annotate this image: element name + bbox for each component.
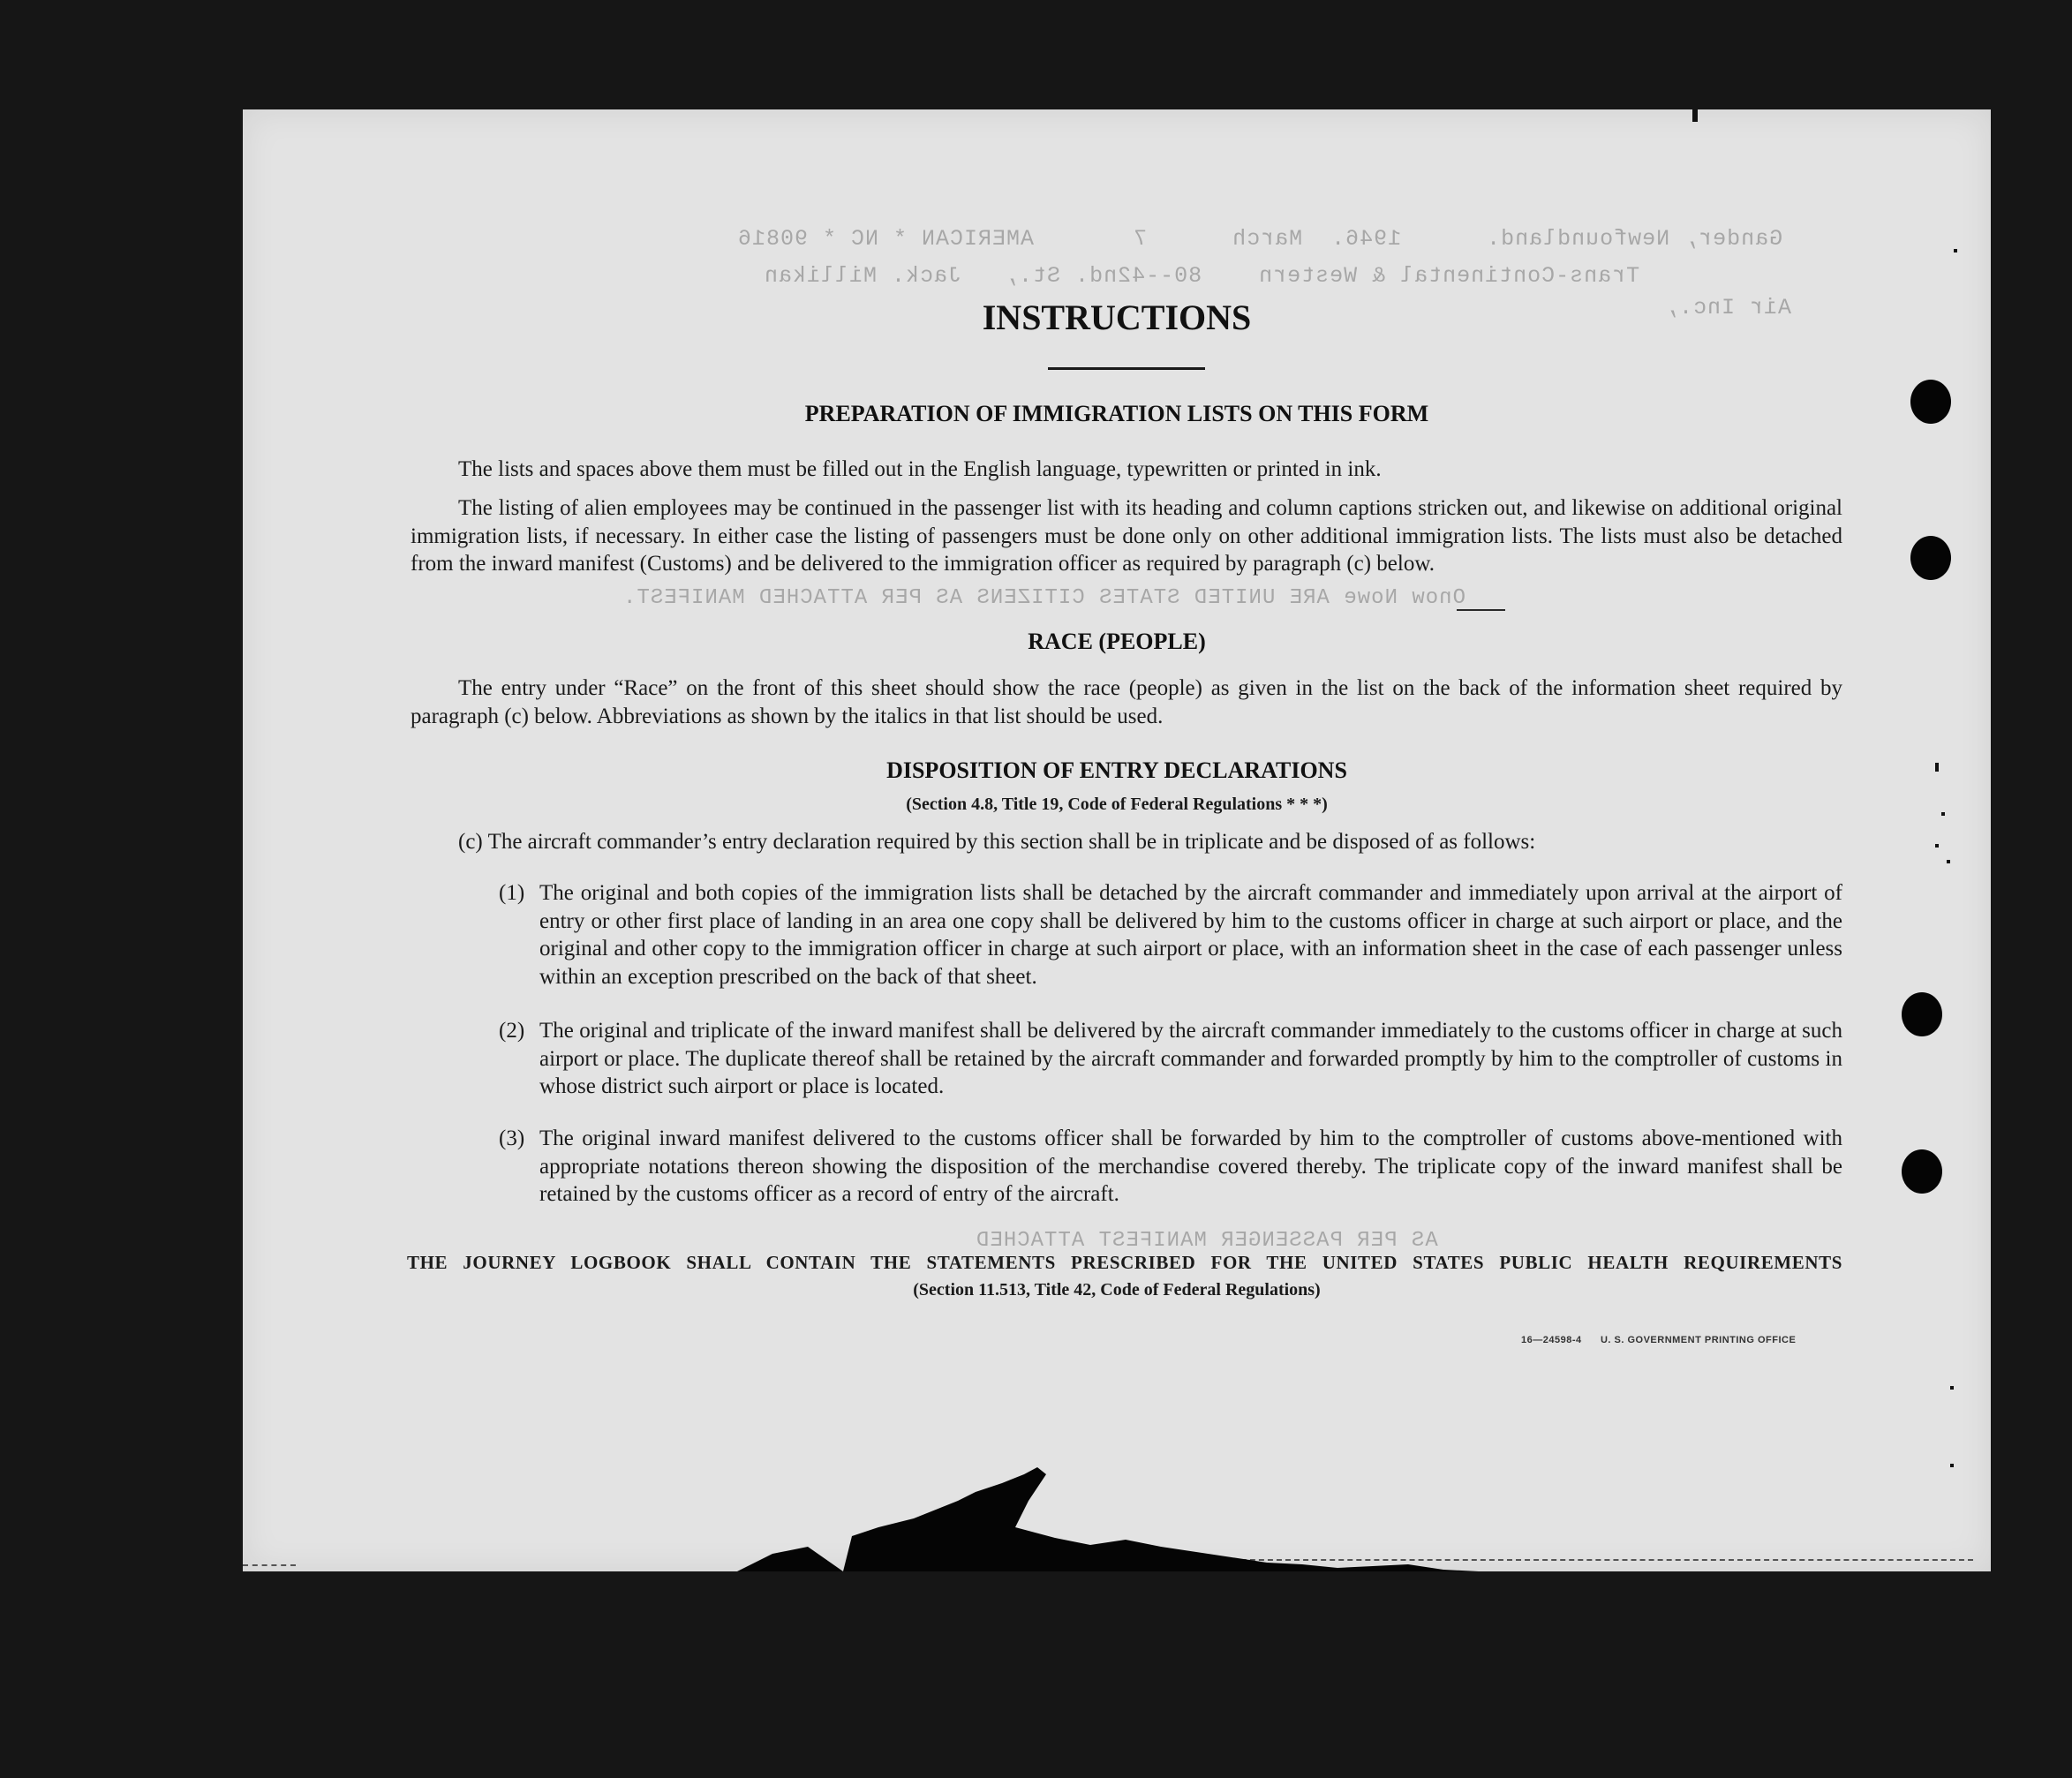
disposition-item [499,1125,1842,1209]
bleed-through-text: Trans-Continental & Western 80--42nd. St., Jack. Millikan [764,263,1640,289]
edge-mark [1935,763,1939,772]
intro-text: The aircraft commander’s entry declaration required by this section shall be in triplicate and be disposed of as follows: [487,830,1536,854]
edge-mark [1692,109,1698,122]
preparation-paragraph-2: The listing of alien employees may be continued in the passenger list with its heading and column captions stricken out, and likewise on additional original immigration lists, if necessary. In either case the listing of passengers must be done only on other additional immigration lists. The lists must also be detached from the inward manifest (Customs) and be delivered to the immigration officer as required by paragraph (c) below. [411,496,1842,576]
bleed-through-text: Gander, Newfoundland. 1946. March 7 AMERICAN * NC * 90816 [737,226,1783,252]
punch-hole [1910,536,1951,580]
item-number: (1) [499,881,525,905]
edge-mark [1954,249,1957,252]
disposition-heading: DISPOSITION OF ENTRY DECLARATIONS [886,757,1347,783]
item-text: The original inward manifest delivered to the customs officer shall be forwarded by him to the comptroller of customs above-mentioned with appropriate notations thereon showing the disposition of the merchandise covered thereby. The triplicate copy of the inward manifest shall be retained by the customs officer as a record of entry of the aircraft. [539,1126,1842,1206]
race-paragraph: The entry under “Race” on the front of this sheet should show the race (people) as given in the list on the back of the information sheet required by paragraph (c) below. Abbreviations as shown by the italics in that list should be used. [411,676,1842,728]
item-text: The original and both copies of the immigration lists shall be detached by the aircraft commander and immediately upon arrival at the airport of entry or other first place of landing in an area one copy shall be delivered by him to the customs officer in charge at such airport or place, and the original and other copy to the immigration officer in charge at such airport or place, with an information sheet in the case of each passenger unless within an exception prescribed on the back of that sheet. [539,881,1842,989]
blank-line [1457,609,1505,611]
bleed-through-text: AS PER PASSENGER MANIFEST ATTACHED [976,1229,1438,1253]
punch-hole [1910,380,1951,424]
printer-imprint [1521,1335,1796,1345]
printer-name: U. S. GOVERNMENT PRINTING OFFICE [1600,1335,1797,1345]
bleed-through-text: Air Inc., [1664,295,1792,320]
edge-mark [1941,812,1945,816]
item-number: (3) [499,1126,525,1150]
edge-mark [1950,1386,1954,1390]
bleed-through-text: Onow Nowe ARE UNITED STATES CITIZENS AS PER ATTACHED MANIFEST. [622,586,1465,610]
preparation-heading: PREPARATION OF IMMIGRATION LISTS ON THIS FORM [804,401,1429,426]
footer-requirement: THE JOURNEY LOGBOOK SHALL CONTAIN THE STATEMENTS PRESCRIBED FOR THE UNITED STATES PUBLIC HEALTH REQUIREMENTS [407,1252,1842,1273]
item-text: The original and triplicate of the inward manifest shall be delivered by the aircraft commander immediately to the customs officer in charge at such airport or place. The duplicate thereof shall be retained by the aircraft commander and forwarded promptly by him to the comptroller of customs in whose district such airport or place is located. [539,1019,1842,1098]
disposition-item [499,879,1842,991]
item-number: (2) [499,1019,525,1043]
punch-hole [1902,992,1942,1036]
torn-edge [243,1465,1991,1571]
footer-citation: (Section 11.513, Title 42, Code of Federal Regulations) [913,1280,1321,1300]
punch-hole [1902,1149,1942,1194]
title-underline [1048,367,1205,370]
disposition-item [499,1017,1842,1101]
form-number: 16—24598-4 [1521,1335,1582,1345]
document-page [243,109,1991,1571]
intro-label: (c) [458,830,483,854]
page-title: INSTRUCTIONS [982,298,1252,337]
edge-mark [1947,860,1950,863]
edge-mark [1935,844,1939,848]
disposition-intro [458,828,1842,856]
disposition-subheading: (Section 4.8, Title 19, Code of Federal Regulations * * *) [906,795,1328,814]
preparation-paragraph-1: The lists and spaces above them must be filled out in the English language, typewritten or printed in ink. [458,457,1382,481]
race-heading: RACE (PEOPLE) [1028,629,1206,654]
